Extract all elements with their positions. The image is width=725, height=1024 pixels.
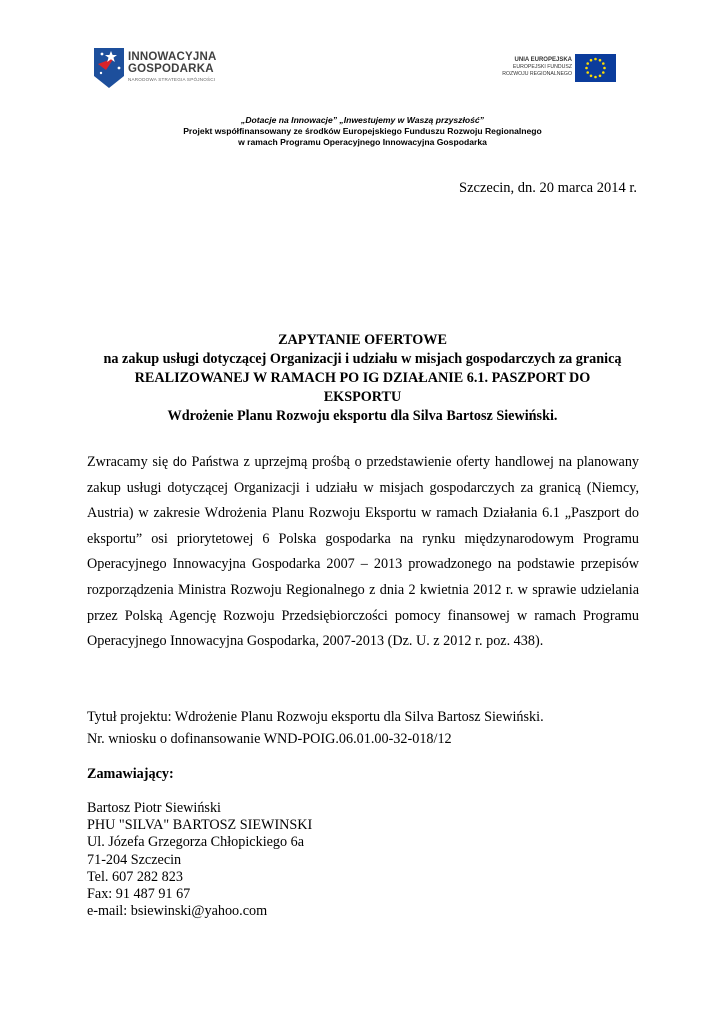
- eu-logo-line3: ROZWOJU REGIONALNEGO: [502, 71, 572, 77]
- title-line-3: REALIZOWANEJ W RAMACH PO IG DZIAŁANIE 6.1. PASZPORT DO: [134, 370, 591, 386]
- ig-logo-line2: GOSPODARKA: [128, 63, 214, 75]
- contact-street: Ul. Józefa Grzegorza Chłopickiego 6a: [87, 834, 305, 851]
- contact-email[interactable]: e-mail: bsiewinski@yahoo.com: [87, 903, 268, 920]
- eu-logo-text: [502, 57, 572, 78]
- place-and-date: Szczecin, dn. 20 marca 2014 r.: [459, 180, 637, 196]
- ordering-party-heading: Zamawiający:: [87, 766, 174, 782]
- ig-logo-tagline: NARODOWA STRATEGIA SPÓJNOŚCI: [128, 77, 216, 82]
- ig-emblem-icon: [92, 46, 126, 90]
- eu-logo-line1: UNIA EUROPEJSKA: [514, 57, 572, 63]
- contact-company: PHU "SILVA" BARTOSZ SIEWINSKI: [87, 817, 313, 834]
- funding-slogans: „Dotacje na Innowacje” „Inwestujemy w Waszą przyszłość”: [241, 115, 484, 125]
- document-title: [80, 331, 645, 426]
- cofinancing-note: Projekt współfinansowany ze środków Europejskiego Funduszu Rozwoju Regionalnego: [183, 126, 542, 136]
- eu-logo-line2: EUROPEJSKI FUNDUSZ: [512, 64, 572, 70]
- project-info: [87, 706, 544, 750]
- paragraph-rest: Państwa z uprzejmą prośbą o przedstawienie oferty handlowej na planowany zakup usługi dotyczącej Organizacji i udziału w misjach gospodarczych za granicą (Niemcy, Austria) w zakresie Wdrożenia Planu Rozwoju Eksportu w ramach Działania 6.1 „Paszport do eksportu” osi priorytetowej 6 Polska gospodarka na rynku międzynarodowym Programu Operacyjnego Innowacyjna Gospodarka 2007 – 2013 prowadzonego na podstawie przepisów rozporządzenia Ministra Rozwoju Regionalnego z dnia 2 kwietnia 2012 r. w sprawie udzielania przez Polską Agencję Rozwoju Przedsiębiorczości pomocy finansowej w ramach Programu Operacyjnego Innowacyjna Gospodarka, 2007-2013 (Dz. U. z 2012 r. poz. 438).: [87, 454, 640, 650]
- title-line-5: Wdrożenie Planu Rozwoju eksportu dla Silva Bartosz Siewiński.: [167, 408, 558, 424]
- contact-phone: Tel. 607 282 823: [87, 868, 183, 885]
- contact-city: 71-204 Szczecin: [87, 851, 182, 868]
- program-note: w ramach Programu Operacyjnego Innowacyjna Gospodarka: [238, 137, 487, 147]
- innowacyjna-gospodarka-logo: [92, 46, 242, 90]
- title-line-2: na zakup usługi dotyczącej Organizacji i udziału w misjach gospodarczych za granicą: [103, 351, 622, 367]
- paragraph-do-word: do: [172, 455, 187, 469]
- ig-logo-line1: INNOWACYJNA: [128, 51, 217, 63]
- ig-logo-text: [128, 51, 216, 75]
- project-title: Tytuł projektu: Wdrożenie Planu Rozwoju eksportu dla Silva Bartosz Siewiński.: [87, 709, 544, 725]
- paragraph-start: Zwracamy się: [87, 454, 173, 470]
- application-number: Nr. wniosku o dofinansowanie WND-POIG.06.01.00-32-018/12: [87, 731, 452, 747]
- ordering-party-contact: [87, 800, 312, 920]
- eu-logo: [488, 54, 616, 84]
- eu-flag-icon: [575, 54, 616, 82]
- title-line-4: EKSPORTU: [323, 389, 402, 405]
- contact-name: Bartosz Piotr Siewiński: [87, 800, 221, 816]
- contact-fax: Fax: 91 487 91 67: [87, 886, 191, 903]
- request-paragraph: [87, 450, 639, 655]
- title-line-1: ZAPYTANIE OFERTOWE: [278, 332, 447, 348]
